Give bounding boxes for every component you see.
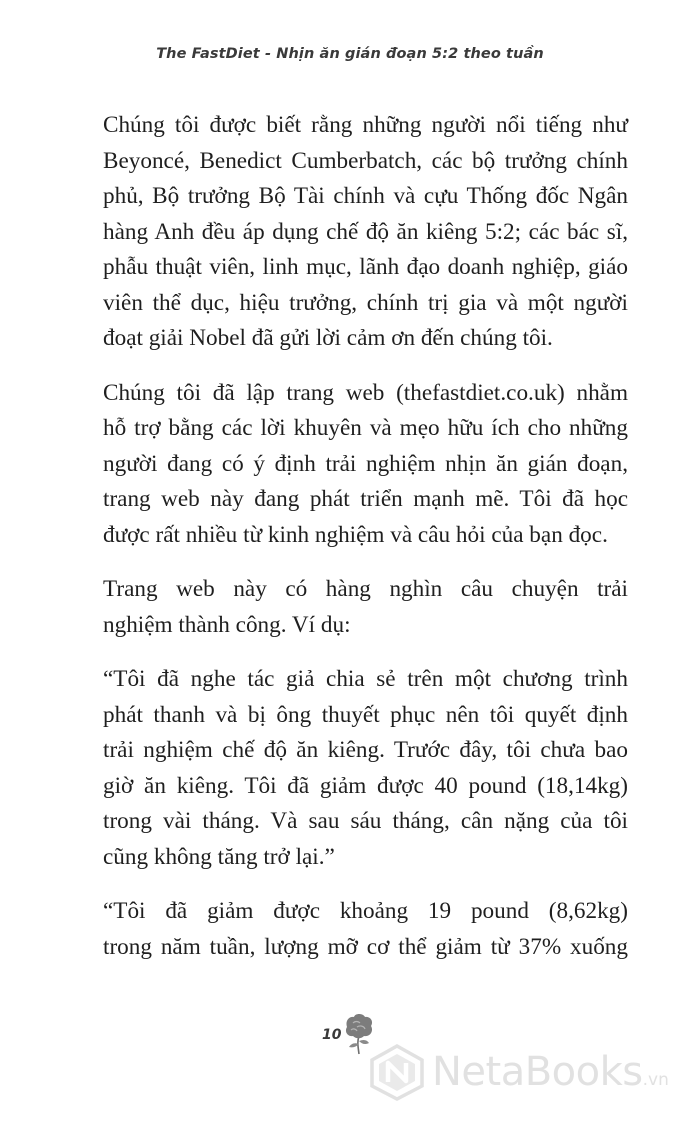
text-line: nghiệm thành công. Ví dụ:	[103, 611, 351, 638]
watermark-brand	[432, 1049, 669, 1095]
text-line: hỗ trợ bằng các lời khuyên và mẹo hữu ích cho những	[103, 415, 628, 441]
watermark-domain-suffix: .vn	[642, 1070, 669, 1090]
text-line: trong năm tuần, lượng mỡ cơ thể giảm từ 37% xuống	[103, 933, 628, 960]
text-line: phát thanh và bị ông thuyết phục nên tôi quyết định	[103, 701, 628, 728]
text-line: trong vài tháng. Và sau sáu tháng, cân nặng của tôi	[103, 808, 628, 834]
text-line: cũng không tăng trở lại.”	[103, 843, 335, 870]
text-line: người đang có ý định trải nghiệm nhịn ăn gián đoạn,	[103, 450, 628, 477]
text-line: phẫu thuật viên, linh mục, lãnh đạo doanh nghiệp, giáo	[103, 254, 628, 280]
text-line: trang web này đang phát triển mạnh mẽ. Tôi đã học	[103, 486, 628, 512]
text-line: được rất nhiều từ kinh nghiệm và câu hỏi của bạn đọc.	[103, 521, 608, 548]
text-line: hàng Anh đều áp dụng chế độ ăn kiêng 5:2; các bác sĩ,	[103, 218, 628, 245]
running-header: The FastDiet - Nhịn ăn gián đoạn 5:2 theo tuần	[156, 46, 544, 62]
text-line: phủ, Bộ trưởng Bộ Tài chính và cựu Thống đốc Ngân	[103, 183, 628, 209]
text-line: giờ ăn kiêng. Tôi đã giảm được 40 pound (18,14kg)	[103, 772, 628, 799]
paragraph-3	[72, 572, 628, 643]
page-number: 10	[322, 1027, 342, 1043]
text-line: viên thể dục, hiệu trưởng, chính trị gia và một người	[103, 289, 628, 316]
watermark	[368, 1043, 693, 1103]
text-line: Chúng tôi đã lập trang web (thefastdiet.co.uk) nhằm	[103, 379, 628, 406]
paragraph-4-quote	[72, 662, 628, 875]
text-line: “Tôi đã giảm được khoảng 19 pound (8,62kg)	[103, 898, 628, 924]
text-line: trải nghiệm chế độ ăn kiêng. Trước đây, tôi chưa bao	[103, 737, 628, 763]
paragraph-1	[72, 108, 628, 357]
text-line: Chúng tôi được biết rằng những người nổi tiếng như	[103, 112, 628, 138]
text-line: Beyoncé, Benedict Cumberbatch, các bộ trưởng chính	[103, 147, 628, 174]
paragraph-2	[72, 376, 628, 554]
text-line: đoạt giải Nobel đã gửi lời cảm ơn đến chúng tôi.	[103, 325, 553, 351]
watermark-brand-name: NetaBooks	[432, 1049, 643, 1095]
text-line: Trang web này có hàng nghìn câu chuyện trải	[103, 576, 628, 602]
netabooks-logo-icon	[368, 1043, 426, 1101]
body-text	[72, 108, 628, 984]
text-line: “Tôi đã nghe tác giả chia sẻ trên một chương trình	[103, 666, 628, 692]
paragraph-5-quote	[72, 894, 628, 965]
